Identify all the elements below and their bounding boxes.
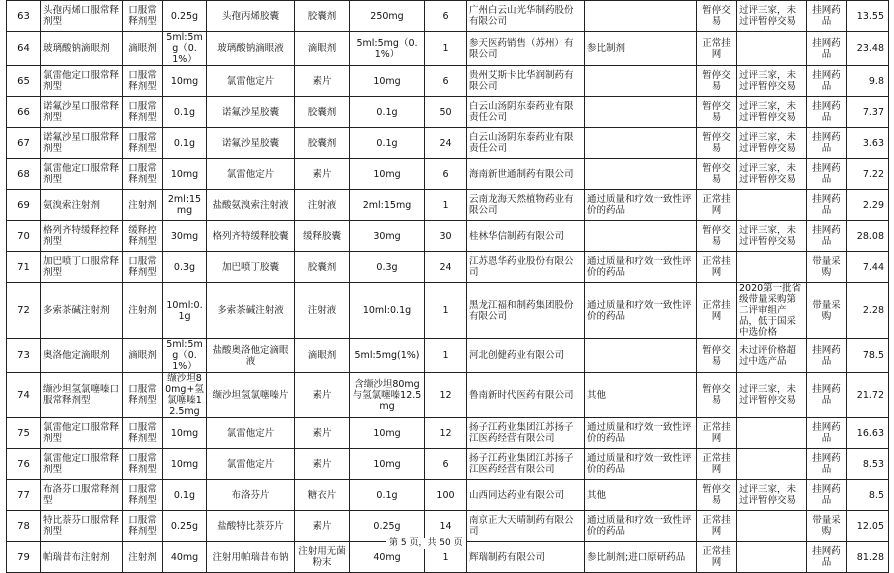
- cell-pack-qty: 1: [425, 542, 467, 573]
- cell-quality-level: 通过质量和疗效一致性评价的药品: [585, 283, 697, 339]
- cell-note: [737, 190, 807, 221]
- cell-actual-form: 素片: [295, 373, 350, 418]
- table-row: [7, 97, 889, 128]
- cell-manufacturer: 广州白云山光华制药股份有限公司: [467, 1, 585, 32]
- table-row: [7, 373, 889, 418]
- cell-listing-type: 挂网药品: [807, 32, 847, 66]
- cell-spec: 10mg: [163, 418, 207, 449]
- cell-generic-name: 氯雷他定口服常释剂型: [41, 418, 123, 449]
- cell-trade-status: 暂停交易: [697, 66, 737, 97]
- drug-price-table: [6, 0, 889, 573]
- cell-product-name: 格列齐特缓释胶囊: [207, 221, 295, 252]
- cell-actual-form: 注射液: [295, 190, 350, 221]
- cell-note: 2020第一批省级带量采购第二评审组产品，低于国采中选价格: [737, 283, 807, 339]
- cell-note: 过评三家，未过评暂停交易: [737, 66, 807, 97]
- cell-listing-type: 带量采购: [807, 252, 847, 283]
- cell-spec: 5ml:5mg（0.1%）: [163, 339, 207, 373]
- cell-dosage-form: 注射剂: [123, 542, 163, 573]
- cell-actual-spec: 10mg: [350, 159, 425, 190]
- cell-quality-level: 通过质量和疗效一致性评价的药品: [585, 252, 697, 283]
- cell-quality-level: 其他: [585, 480, 697, 511]
- cell-listing-type: 挂网药品: [807, 373, 847, 418]
- cell-note: 过评三家，未过评暂停交易: [737, 373, 807, 418]
- cell-quality-level: 其他: [585, 373, 697, 418]
- cell-pack-qty: 100: [425, 480, 467, 511]
- cell-pack-qty: 24: [425, 252, 467, 283]
- cell-price: 3.63: [847, 128, 889, 159]
- cell-note: 过评三家，未过评暂停交易: [737, 1, 807, 32]
- cell-pack-qty: 50: [425, 97, 467, 128]
- cell-dosage-form: 口服常释剂型: [123, 66, 163, 97]
- cell-note: 未过评价格超过中选产品: [737, 339, 807, 373]
- table-row: [7, 252, 889, 283]
- cell-row-index: 73: [7, 339, 41, 373]
- cell-quality-level: [585, 97, 697, 128]
- cell-trade-status: 正常挂网: [697, 511, 737, 542]
- cell-product-name: 盐酸特比萘芬片: [207, 511, 295, 542]
- cell-actual-form: 胶囊剂: [295, 97, 350, 128]
- cell-actual-spec: 0.25g: [350, 511, 425, 542]
- cell-product-name: 诺氟沙星胶囊: [207, 97, 295, 128]
- cell-listing-type: 挂网药品: [807, 339, 847, 373]
- cell-quality-level: [585, 159, 697, 190]
- cell-actual-spec: 30mg: [350, 221, 425, 252]
- cell-quality-level: 通过质量和疗效一致性评价的药品: [585, 190, 697, 221]
- cell-quality-level: 通过质量和疗效一致性评价的药品: [585, 418, 697, 449]
- cell-pack-qty: 6: [425, 449, 467, 480]
- cell-generic-name: 多索茶碱注射剂: [41, 283, 123, 339]
- cell-spec: 0.1g: [163, 480, 207, 511]
- cell-actual-spec: 0.3g: [350, 252, 425, 283]
- cell-quality-level: 通过质量和疗效一致性评价的药品: [585, 449, 697, 480]
- cell-pack-qty: 30: [425, 221, 467, 252]
- cell-spec: 10mg: [163, 66, 207, 97]
- cell-dosage-form: 口服常释剂型: [123, 511, 163, 542]
- cell-actual-form: 滴眼剂: [295, 339, 350, 373]
- cell-actual-spec: 40mg: [350, 542, 425, 573]
- cell-dosage-form: 口服常释剂型: [123, 128, 163, 159]
- cell-dosage-form: 口服常释剂型: [123, 97, 163, 128]
- cell-actual-spec: 含缬沙坦80mg与氢氯噻嗪12.5mg: [350, 373, 425, 418]
- cell-generic-name: 氨溴索注射剂: [41, 190, 123, 221]
- table-row: [7, 339, 889, 373]
- cell-product-name: 氯雷他定片: [207, 418, 295, 449]
- cell-row-index: 77: [7, 480, 41, 511]
- cell-manufacturer: 贵州艾斯卡比华润制药有限公司: [467, 66, 585, 97]
- cell-spec: 缬沙坦80mg+氢氯噻嗪12.5mg: [163, 373, 207, 418]
- cell-trade-status: 暂停交易: [697, 373, 737, 418]
- cell-note: [737, 252, 807, 283]
- cell-trade-status: 暂停交易: [697, 221, 737, 252]
- cell-row-index: 69: [7, 190, 41, 221]
- cell-price: 78.5: [847, 339, 889, 373]
- cell-quality-level: 通过质量和疗效一致性评价的药品: [585, 511, 697, 542]
- cell-quality-level: 参比制剂;进口原研药品: [585, 542, 697, 573]
- cell-actual-form: 素片: [295, 511, 350, 542]
- cell-actual-spec: 10mg: [350, 449, 425, 480]
- table-row: [7, 66, 889, 97]
- cell-product-name: 氯雷他定片: [207, 66, 295, 97]
- cell-row-index: 66: [7, 97, 41, 128]
- cell-dosage-form: 口服常释剂型: [123, 449, 163, 480]
- cell-actual-form: 糖衣片: [295, 480, 350, 511]
- cell-product-name: 缬沙坦氢氯噻嗪片: [207, 373, 295, 418]
- cell-generic-name: 布洛芬口服常释剂型: [41, 480, 123, 511]
- cell-price: 8.5: [847, 480, 889, 511]
- cell-actual-spec: 5ml:5mg（0.1%）: [350, 32, 425, 66]
- cell-trade-status: 暂停交易: [697, 480, 737, 511]
- cell-generic-name: 帕瑞昔布注射剂: [41, 542, 123, 573]
- cell-dosage-form: 口服常释剂型: [123, 1, 163, 32]
- table-row: [7, 1, 889, 32]
- table-row: [7, 511, 889, 542]
- cell-generic-name: 玻璃酸钠滴眼剂: [41, 32, 123, 66]
- cell-spec: 0.25g: [163, 511, 207, 542]
- cell-manufacturer: 海南新世通制药有限公司: [467, 159, 585, 190]
- cell-price: 28.08: [847, 221, 889, 252]
- cell-product-name: 加巴喷丁胶囊: [207, 252, 295, 283]
- cell-note: [737, 511, 807, 542]
- cell-quality-level: 参比制剂: [585, 32, 697, 66]
- cell-listing-type: 挂网药品: [807, 418, 847, 449]
- cell-actual-form: 滴眼剂: [295, 32, 350, 66]
- cell-generic-name: 格列齐特缓释控释剂型: [41, 221, 123, 252]
- cell-dosage-form: 滴眼剂: [123, 339, 163, 373]
- cell-actual-form: 素片: [295, 159, 350, 190]
- cell-trade-status: 暂停交易: [697, 128, 737, 159]
- cell-row-index: 67: [7, 128, 41, 159]
- cell-price: 23.48: [847, 32, 889, 66]
- cell-actual-form: 胶囊剂: [295, 252, 350, 283]
- cell-listing-type: 挂网药品: [807, 449, 847, 480]
- cell-dosage-form: 口服常释剂型: [123, 159, 163, 190]
- cell-actual-spec: 0.1g: [350, 128, 425, 159]
- cell-generic-name: 氯雷他定口服常释剂型: [41, 159, 123, 190]
- cell-dosage-form: 口服常释剂型: [123, 480, 163, 511]
- table-row: [7, 418, 889, 449]
- cell-manufacturer: 山西同达药业有限公司: [467, 480, 585, 511]
- cell-pack-qty: 24: [425, 128, 467, 159]
- cell-trade-status: 正常挂网: [697, 32, 737, 66]
- cell-price: 16.63: [847, 418, 889, 449]
- cell-actual-form: 缓释胶囊: [295, 221, 350, 252]
- cell-note: [737, 542, 807, 573]
- cell-actual-form: 素片: [295, 449, 350, 480]
- cell-price: 13.55: [847, 1, 889, 32]
- cell-spec: 0.1g: [163, 128, 207, 159]
- cell-actual-form: 注射液: [295, 283, 350, 339]
- cell-spec: 0.25g: [163, 1, 207, 32]
- cell-product-name: 注射用帕瑞昔布钠: [207, 542, 295, 573]
- cell-listing-type: 挂网药品: [807, 159, 847, 190]
- cell-trade-status: 正常挂网: [697, 252, 737, 283]
- cell-note: [737, 32, 807, 66]
- cell-actual-spec: 0.1g: [350, 97, 425, 128]
- cell-row-index: 63: [7, 1, 41, 32]
- document-page: [6, 0, 888, 573]
- cell-generic-name: 头孢丙烯口服常释剂型: [41, 1, 123, 32]
- cell-manufacturer: 白云山汤阴东泰药业有限责任公司: [467, 97, 585, 128]
- cell-product-name: 布洛芬片: [207, 480, 295, 511]
- cell-quality-level: [585, 128, 697, 159]
- table-row: [7, 159, 889, 190]
- cell-generic-name: 氯雷他定口服常释剂型: [41, 449, 123, 480]
- cell-product-name: 头孢丙烯胶囊: [207, 1, 295, 32]
- cell-manufacturer: 云南龙海天然植物药业有限公司: [467, 190, 585, 221]
- cell-trade-status: 正常挂网: [697, 418, 737, 449]
- cell-manufacturer: 扬子江药业集团江苏扬子江医药经营有限公司: [467, 449, 585, 480]
- page-footer: 第 5 页，共 50 页: [386, 538, 466, 549]
- cell-price: 8.53: [847, 449, 889, 480]
- cell-actual-spec: 10mg: [350, 66, 425, 97]
- cell-dosage-form: 滴眼剂: [123, 32, 163, 66]
- cell-row-index: 76: [7, 449, 41, 480]
- cell-product-name: 诺氟沙星胶囊: [207, 128, 295, 159]
- cell-price: 7.44: [847, 252, 889, 283]
- cell-listing-type: 挂网药品: [807, 1, 847, 32]
- cell-row-index: 79: [7, 542, 41, 573]
- cell-generic-name: 加巴喷丁口服常释剂型: [41, 252, 123, 283]
- cell-listing-type: 挂网药品: [807, 190, 847, 221]
- cell-pack-qty: 1: [425, 339, 467, 373]
- cell-trade-status: 正常挂网: [697, 542, 737, 573]
- cell-actual-form: 素片: [295, 66, 350, 97]
- cell-actual-spec: 5ml:5mg(1%): [350, 339, 425, 373]
- cell-manufacturer: 南京正大天晴制药有限公司: [467, 511, 585, 542]
- cell-actual-spec: 0.1g: [350, 480, 425, 511]
- cell-dosage-form: 注射剂: [123, 283, 163, 339]
- cell-manufacturer: 黑龙江福和制药集团股份有限公司: [467, 283, 585, 339]
- cell-generic-name: 诺氟沙星口服常释剂型: [41, 97, 123, 128]
- cell-price: 21.72: [847, 373, 889, 418]
- cell-actual-form: 素片: [295, 418, 350, 449]
- cell-dosage-form: 注射剂: [123, 190, 163, 221]
- cell-price: 81.28: [847, 542, 889, 573]
- cell-quality-level: [585, 66, 697, 97]
- cell-pack-qty: 6: [425, 159, 467, 190]
- cell-manufacturer: 桂林华信制药有限公司: [467, 221, 585, 252]
- cell-dosage-form: 口服常释剂型: [123, 252, 163, 283]
- cell-spec: 0.1g: [163, 97, 207, 128]
- cell-row-index: 65: [7, 66, 41, 97]
- cell-row-index: 68: [7, 159, 41, 190]
- cell-trade-status: 暂停交易: [697, 1, 737, 32]
- cell-pack-qty: 12: [425, 418, 467, 449]
- table-row: [7, 190, 889, 221]
- cell-spec: 40mg: [163, 542, 207, 573]
- table-row: [7, 128, 889, 159]
- cell-row-index: 72: [7, 283, 41, 339]
- cell-generic-name: 奥洛他定滴眼剂: [41, 339, 123, 373]
- cell-note: 过评三家，未过评暂停交易: [737, 159, 807, 190]
- cell-trade-status: 暂停交易: [697, 97, 737, 128]
- cell-quality-level: [585, 221, 697, 252]
- cell-listing-type: 挂网药品: [807, 66, 847, 97]
- cell-dosage-form: 缓释控释剂型: [123, 221, 163, 252]
- cell-manufacturer: 扬子江药业集团江苏扬子江医药经营有限公司: [467, 418, 585, 449]
- cell-listing-type: 带量采购: [807, 511, 847, 542]
- cell-actual-spec: 10ml:0.1g: [350, 283, 425, 339]
- cell-actual-form: 胶囊剂: [295, 1, 350, 32]
- cell-listing-type: 挂网药品: [807, 128, 847, 159]
- table-row: [7, 449, 889, 480]
- cell-spec: 10mg: [163, 449, 207, 480]
- cell-spec: 2ml:15mg: [163, 190, 207, 221]
- cell-manufacturer: 鲁南新时代医药有限公司: [467, 373, 585, 418]
- cell-row-index: 71: [7, 252, 41, 283]
- cell-row-index: 75: [7, 418, 41, 449]
- cell-product-name: 玻璃酸钠滴眼液: [207, 32, 295, 66]
- cell-product-name: 氯雷他定片: [207, 449, 295, 480]
- cell-manufacturer: 河北创健药业有限公司: [467, 339, 585, 373]
- cell-note: [737, 418, 807, 449]
- cell-product-name: 盐酸奥洛他定滴眼液: [207, 339, 295, 373]
- cell-manufacturer: 辉瑞制药有限公司: [467, 542, 585, 573]
- cell-note: 过评三家，未过评暂停交易: [737, 97, 807, 128]
- cell-price: 7.22: [847, 159, 889, 190]
- cell-manufacturer: 参天医药销售（苏州）有限公司: [467, 32, 585, 66]
- table-row: [7, 480, 889, 511]
- cell-generic-name: 缬沙坦氢氯噻嗪口服常释剂型: [41, 373, 123, 418]
- cell-spec: 10ml:0.1g: [163, 283, 207, 339]
- cell-generic-name: 诺氟沙星口服常释剂型: [41, 128, 123, 159]
- cell-pack-qty: 14: [425, 511, 467, 542]
- cell-spec: 5ml:5mg（0.1%）: [163, 32, 207, 66]
- table-row: [7, 283, 889, 339]
- cell-pack-qty: 1: [425, 32, 467, 66]
- cell-pack-qty: 1: [425, 283, 467, 339]
- cell-dosage-form: 口服常释剂型: [123, 418, 163, 449]
- cell-price: 12.05: [847, 511, 889, 542]
- cell-trade-status: 正常挂网: [697, 190, 737, 221]
- cell-price: 9.8: [847, 66, 889, 97]
- cell-manufacturer: 江苏恩华药业股份有限公司: [467, 252, 585, 283]
- cell-manufacturer: 白云山汤阴东泰药业有限责任公司: [467, 128, 585, 159]
- cell-price: 7.37: [847, 97, 889, 128]
- cell-actual-spec: 2ml:15mg: [350, 190, 425, 221]
- cell-trade-status: 暂停交易: [697, 159, 737, 190]
- cell-spec: 30mg: [163, 221, 207, 252]
- cell-actual-form: 胶囊剂: [295, 128, 350, 159]
- cell-generic-name: 特比萘芬口服常释剂型: [41, 511, 123, 542]
- cell-actual-form: 注射用无菌粉末: [295, 542, 350, 573]
- cell-note: 过评三家，未过评暂停交易: [737, 480, 807, 511]
- cell-dosage-form: 口服常释剂型: [123, 373, 163, 418]
- cell-pack-qty: 6: [425, 66, 467, 97]
- cell-listing-type: 挂网药品: [807, 97, 847, 128]
- cell-row-index: 74: [7, 373, 41, 418]
- cell-row-index: 64: [7, 32, 41, 66]
- cell-trade-status: 暂停交易: [697, 339, 737, 373]
- cell-note: 过评三家，未过评暂停交易: [737, 221, 807, 252]
- cell-quality-level: [585, 339, 697, 373]
- cell-pack-qty: 12: [425, 373, 467, 418]
- cell-quality-level: [585, 1, 697, 32]
- cell-note: 过评三家，未过评暂停交易: [737, 128, 807, 159]
- cell-actual-spec: 10mg: [350, 418, 425, 449]
- cell-price: 2.29: [847, 190, 889, 221]
- cell-spec: 10mg: [163, 159, 207, 190]
- cell-listing-type: 带量采购: [807, 283, 847, 339]
- cell-actual-spec: 250mg: [350, 1, 425, 32]
- table-row: [7, 221, 889, 252]
- cell-product-name: 盐酸氨溴索注射液: [207, 190, 295, 221]
- table-row: [7, 32, 889, 66]
- cell-row-index: 78: [7, 511, 41, 542]
- cell-pack-qty: 1: [425, 190, 467, 221]
- cell-product-name: 多索茶碱注射液: [207, 283, 295, 339]
- cell-generic-name: 氯雷他定口服常释剂型: [41, 66, 123, 97]
- cell-product-name: 氯雷他定片: [207, 159, 295, 190]
- cell-pack-qty: 6: [425, 1, 467, 32]
- cell-listing-type: 挂网药品: [807, 542, 847, 573]
- cell-spec: 0.3g: [163, 252, 207, 283]
- cell-row-index: 70: [7, 221, 41, 252]
- cell-trade-status: 正常挂网: [697, 449, 737, 480]
- cell-listing-type: 挂网药品: [807, 480, 847, 511]
- cell-note: [737, 449, 807, 480]
- cell-listing-type: 挂网药品: [807, 221, 847, 252]
- cell-price: 2.28: [847, 283, 889, 339]
- cell-trade-status: 正常挂网: [697, 283, 737, 339]
